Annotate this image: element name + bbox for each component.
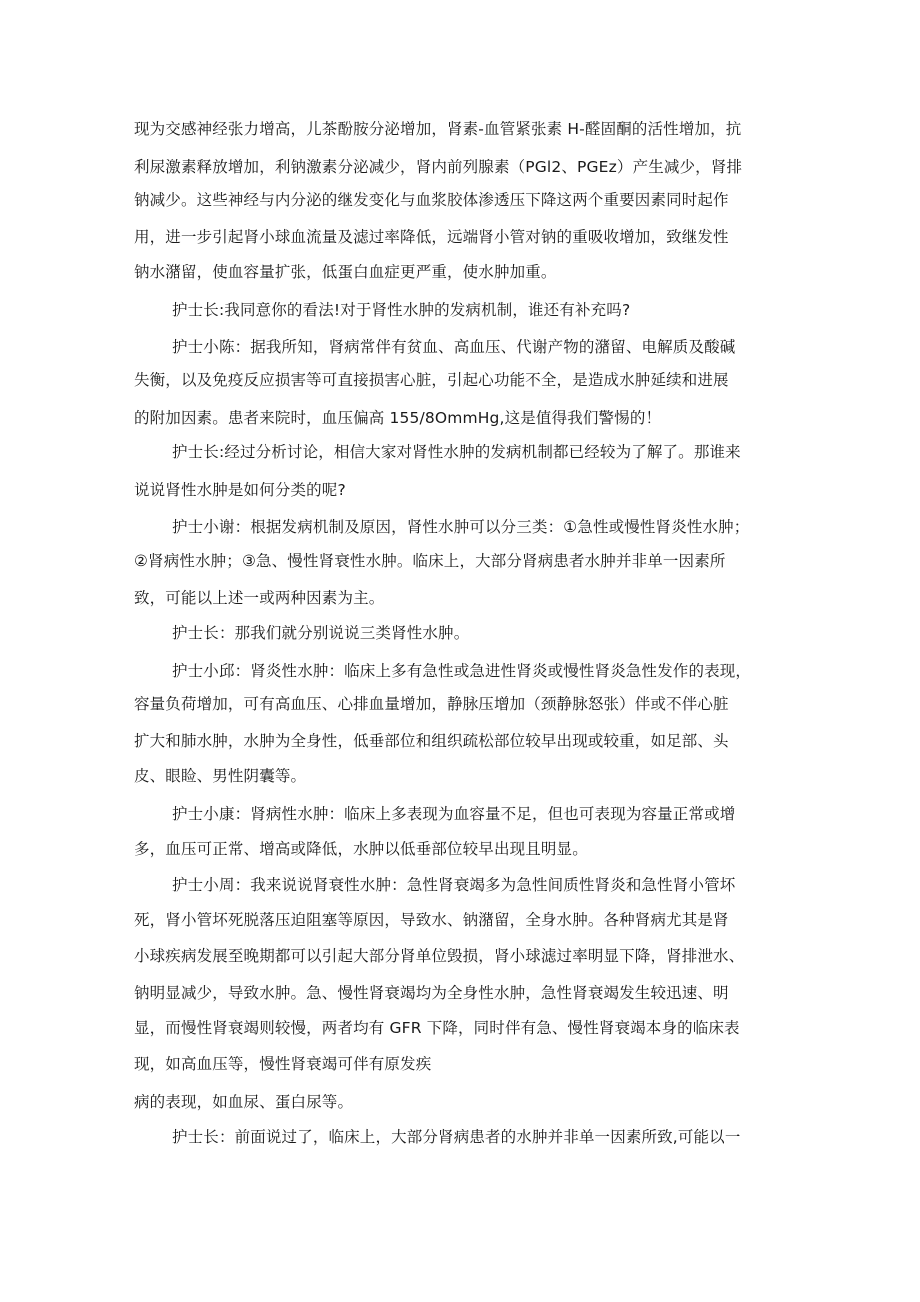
text-line: 失衡，以及免疫反应损害等可直接损害心脏，引起心功能不全，是造成水肿延续和进展 [134, 371, 729, 389]
text-line: 护士长：那我们就分别说说三类肾性水肿。 [172, 624, 470, 642]
text-line: 护士小陈：据我所知，肾病常伴有贫血、高血压、代谢产物的潴留、电解质及酸碱 [172, 338, 736, 356]
text-line: 护士长:我同意你的看法!对于肾性水肿的发病机制，谁还有补充吗? [172, 301, 631, 319]
text-line: 皮、眼睑、男性阴囊等。 [134, 767, 307, 785]
text-line: 钠明显减少，导致水肿。急、慢性肾衰竭均为全身性水肿，急性肾衰竭发生较迅速、明 [134, 984, 729, 1002]
text-line: 用，进一步引起肾小球血流量及滤过率降低，远端肾小管对钠的重吸收增加，致继发性 [134, 228, 729, 246]
text-line: 护士小邱：肾炎性水肿：临床上多有急性或急进性肾炎或慢性肾炎急性发作的表现， [172, 662, 752, 680]
text-line: 死，肾小管坏死脱落压迫阻塞等原因，导致水、钠潴留，全身水肿。各种肾病尤其是肾 [134, 911, 729, 929]
text-line: 容量负荷增加，可有高血压、心排血量增加，静脉压增加（颈静脉怒张）伴或不伴心脏 [134, 695, 729, 713]
text-line: 护士小谢：根据发病机制及原因，肾性水肿可以分三类：①急性或慢性肾炎性水肿； [172, 518, 750, 536]
text-line: 的附加因素。患者来院时，血压偏高 155/8OmmHg,这是值得我们警惕的！ [134, 409, 662, 427]
text-line: ②肾病性水肿；③急、慢性肾衰性水肿。临床上，大部分肾病患者水肿并非单一因素所 [134, 552, 726, 570]
text-line: 现，如高血压等，慢性肾衰竭可伴有原发疾 [134, 1055, 432, 1073]
text-line: 护士小康：肾病性水肿：临床上多表现为血容量不足，但也可表现为容量正常或增 [172, 805, 736, 823]
text-line: 致，可能以上述一或两种因素为主。 [134, 589, 385, 607]
text-line: 现为交感神经张力增高，儿茶酚胺分泌增加，肾素-血管紧张素 H-醛固酮的活性增加，抗 [134, 120, 742, 138]
text-line: 病的表现，如血尿、蛋白尿等。 [134, 1093, 354, 1111]
text-line: 钠水潴留，使血容量扩张，低蛋白血症更严重，使水肿加重。 [134, 263, 557, 281]
text-line: 说说肾性水肿是如何分类的呢? [134, 481, 346, 499]
text-line: 显，而慢性肾衰竭则较慢，两者均有 GFR 下降，同时伴有急、慢性肾衰竭本身的临床表 [134, 1019, 740, 1037]
text-line: 小球疾病发展至晚期都可以引起大部分肾单位毁损，肾小球滤过率明显下降，肾排泄水、 [134, 947, 745, 965]
text-line: 护士小周：我来说说肾衰性水肿：急性肾衰竭多为急性间质性肾炎和急性肾小管坏 [172, 876, 736, 894]
text-line: 护士长:经过分析讨论，相信大家对肾性水肿的发病机制都已经较为了解了。那谁来 [172, 443, 741, 461]
text-line: 利尿激素释放增加，利钠激素分泌减少，肾内前列腺素（PGl2、PGEz）产生减少，肾排 [134, 158, 743, 176]
text-line: 多，血压可正常、增高或降低，水肿以低垂部位较早出现且明显。 [134, 840, 588, 858]
text-line: 钠减少。这些神经与内分泌的继发变化与血浆胶体渗透压下降这两个重要因素同时起作 [134, 191, 729, 209]
text-line: 护士长：前面说过了，临床上，大部分肾病患者的水肿并非单一因素所致,可能以一 [172, 1128, 741, 1146]
text-line: 扩大和肺水肿，水肿为全身性，低垂部位和组织疏松部位较早出现或较重，如足部、头 [134, 732, 729, 750]
